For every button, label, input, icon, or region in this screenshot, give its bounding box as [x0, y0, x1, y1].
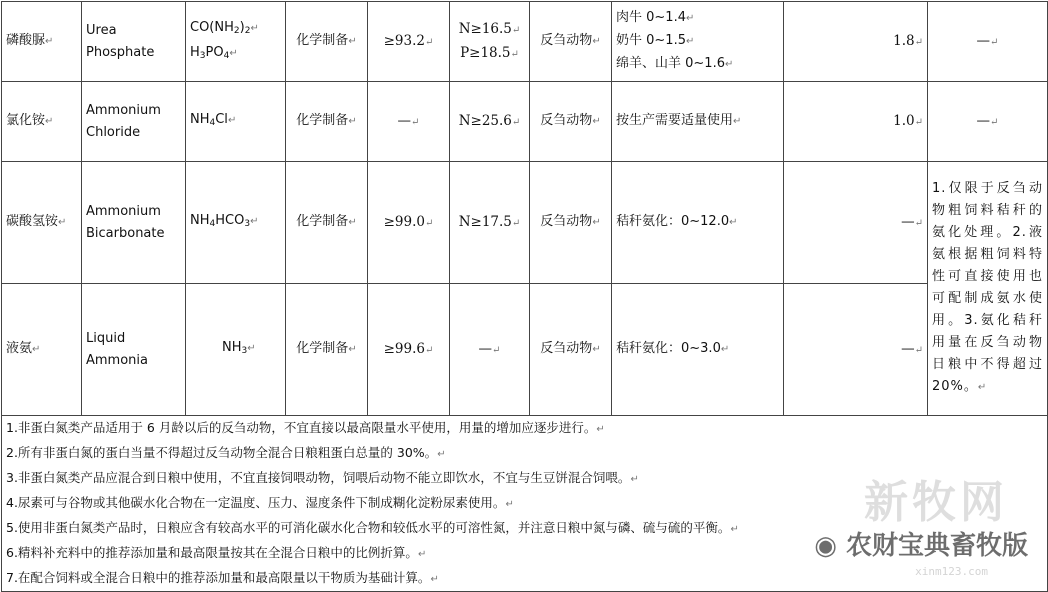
formula-part: NH — [222, 340, 242, 355]
en-name-line: Phosphate — [86, 44, 155, 60]
other: — — [976, 112, 991, 129]
content: ≥99.6 — [383, 340, 425, 357]
spec-cell — [450, 2, 530, 82]
cn-name-cell — [2, 2, 82, 82]
method-cell — [286, 2, 368, 82]
en-name-line: Chloride — [86, 124, 141, 140]
footnote-text: 3.非蛋白氮类产品应混合到日粮中使用，不宜直接饲喂动物，饲喂后动物不能立即饮水，不宜与生豆饼混合饲喂。 — [6, 470, 631, 485]
paragraph-mark: ↵ — [437, 449, 446, 460]
paragraph-mark: ↵ — [511, 116, 521, 128]
en-name-cell — [82, 284, 186, 416]
dose-line — [616, 338, 779, 361]
paragraph-mark: ↵ — [45, 36, 54, 47]
formula-cell — [186, 2, 286, 82]
method-cell — [286, 82, 368, 162]
animal: 反刍动物 — [540, 33, 593, 48]
paragraph-mark: ↵ — [227, 115, 237, 126]
formula-line — [190, 210, 281, 235]
animal-cell — [530, 162, 612, 284]
paragraph-mark: ↵ — [424, 344, 434, 356]
max-cell — [784, 82, 928, 162]
animal-cell — [530, 284, 612, 416]
paragraph-mark: ↵ — [411, 116, 420, 128]
paragraph-mark: ↵ — [592, 36, 601, 47]
formula-line — [222, 337, 281, 362]
formula-part: NH — [190, 213, 210, 228]
footnote-text: 2.所有非蛋白氮的蛋白当量不得超过反刍动物全混合日粮粗蛋白总量的 30%。 — [6, 445, 438, 460]
footnote-text: 7.在配合饲料或全混合日粮中的推荐添加量和最高限量以干物质为基础计算。 — [6, 570, 431, 585]
paragraph-mark: ↵ — [348, 344, 357, 355]
formula-part: H — [190, 44, 200, 60]
formula-cell — [186, 284, 286, 416]
en-name-cell — [82, 162, 186, 284]
en-name-cell — [82, 82, 186, 162]
dose-line — [616, 211, 779, 234]
formula-part: HCO — [215, 213, 245, 228]
cn-name: 液氨 — [6, 341, 33, 356]
paragraph-mark: ↵ — [914, 36, 923, 48]
dose-cell — [612, 284, 784, 416]
max-cell — [784, 2, 928, 82]
formula-part: Cl — [215, 112, 228, 127]
en-name-line: Ammonium — [86, 203, 161, 219]
content: ≥93.2 — [383, 32, 425, 49]
paragraph-mark: ↵ — [592, 116, 601, 127]
en-name-cell — [82, 2, 186, 82]
spec: — — [478, 340, 493, 357]
max-limit: 1.8 — [893, 32, 915, 49]
method: 化学制备 — [296, 341, 349, 356]
watermark-logo: 新牧网 — [864, 477, 1008, 528]
en-name-line: Ammonium — [86, 102, 161, 118]
paragraph-mark: ↵ — [914, 344, 923, 356]
formula-cell — [186, 82, 286, 162]
spec-cell — [450, 284, 530, 416]
formula-subscript: 3 — [199, 50, 206, 61]
formula-subscript: 3 — [244, 219, 251, 229]
cn-name-cell — [2, 82, 82, 162]
other-cell — [928, 2, 1048, 82]
paragraph-mark: ↵ — [729, 217, 738, 228]
method: 化学制备 — [296, 214, 349, 229]
en-name-line: Urea — [86, 22, 117, 38]
spec: P≥18.5 — [460, 44, 511, 61]
spec-line — [454, 42, 525, 66]
footnote — [6, 416, 1043, 441]
paragraph-mark: ↵ — [914, 116, 923, 128]
dose: 按生产需要适量使用 — [616, 113, 734, 128]
animal: 反刍动物 — [540, 214, 593, 229]
formula-line — [190, 109, 281, 134]
footnote-text: 1.非蛋白氮类产品适用于 6 月龄以后的反刍动物，不宜直接以最高限量水平使用，用量的增加应逐步进行。 — [6, 420, 597, 435]
paragraph-mark: ↵ — [58, 217, 67, 228]
dose-cell — [612, 2, 784, 82]
formula-subscript: 3 — [241, 346, 248, 356]
table-row — [2, 82, 1048, 162]
dose-cell — [612, 162, 784, 284]
formula-part: ) — [239, 19, 245, 35]
cn-name: 氯化铵 — [6, 113, 46, 128]
dose-line — [616, 53, 779, 76]
formula-part: NH — [190, 112, 210, 127]
watermark-url: xinm123.com — [915, 565, 988, 578]
animal: 反刍动物 — [540, 113, 593, 128]
animal: 反刍动物 — [540, 341, 593, 356]
paragraph-mark: ↵ — [720, 344, 730, 355]
spec-line — [454, 110, 525, 134]
paragraph-mark: ↵ — [630, 474, 639, 485]
en-name-line: Bicarbonate — [86, 225, 165, 241]
cn-name: 磷酸脲 — [6, 33, 46, 48]
formula-subscript: 4 — [209, 118, 216, 128]
spec: N≥16.5 — [458, 20, 512, 37]
paragraph-mark: ↵ — [417, 549, 427, 560]
dose: 奶牛 0~1.5 — [616, 33, 686, 48]
paragraph-mark: ↵ — [914, 217, 923, 229]
note-cell — [928, 162, 1048, 416]
paragraph-mark: ↵ — [492, 344, 501, 356]
paragraph-mark: ↵ — [977, 382, 988, 393]
cn-name-cell — [2, 162, 82, 284]
spec-cell — [450, 82, 530, 162]
animal-cell — [530, 2, 612, 82]
max-limit: — — [901, 340, 915, 357]
max-limit: 1.0 — [893, 112, 915, 129]
max-limit: — — [901, 213, 915, 230]
content-cell — [368, 284, 450, 416]
footnote — [6, 441, 1043, 466]
max-cell — [784, 284, 928, 416]
spec-line — [454, 18, 525, 42]
footnote — [6, 566, 1043, 591]
paragraph-mark: ↵ — [229, 47, 238, 59]
content: — — [397, 112, 412, 129]
animal-cell — [530, 82, 612, 162]
table-row — [2, 284, 1048, 416]
max-cell — [784, 162, 928, 284]
dose-line — [616, 110, 779, 133]
paragraph-mark: ↵ — [247, 343, 256, 354]
spec-line — [454, 211, 525, 235]
wechat-icon: ◉ — [814, 531, 837, 561]
paragraph-mark: ↵ — [505, 499, 514, 510]
paragraph-mark: ↵ — [990, 36, 999, 48]
method: 化学制备 — [296, 33, 349, 48]
paragraph-mark: ↵ — [730, 524, 739, 535]
paragraph-mark: ↵ — [45, 116, 54, 127]
paragraph-mark: ↵ — [424, 36, 434, 48]
watermark-brand — [814, 525, 1028, 562]
dose-line — [616, 30, 779, 53]
table-row — [2, 162, 1048, 284]
paragraph-mark: ↵ — [430, 574, 439, 585]
formula-line — [190, 17, 281, 42]
paragraph-mark: ↵ — [685, 13, 695, 24]
content: ≥99.0 — [383, 213, 425, 230]
watermark-brand-text: 农财宝典畜牧版 — [845, 531, 1028, 561]
en-name-line: Liquid — [86, 330, 126, 346]
formula-cell — [186, 162, 286, 284]
paragraph-mark: ↵ — [724, 59, 734, 70]
dose-cell — [612, 82, 784, 162]
paragraph-mark: ↵ — [685, 36, 695, 47]
formula-subscript: 2 — [244, 25, 251, 36]
en-name-line: Ammonia — [86, 352, 148, 368]
footnote-text: 4.尿素可与谷物或其他碳水化合物在一定温度、压力、湿度条件下制成糊化淀粉尿素使用。 — [6, 495, 506, 510]
dose: 肉牛 0~1.4 — [616, 10, 686, 25]
spec-line — [454, 338, 525, 362]
other-cell — [928, 82, 1048, 162]
paragraph-mark: ↵ — [592, 344, 601, 355]
paragraph-mark: ↵ — [348, 36, 357, 47]
paragraph-mark: ↵ — [511, 217, 521, 229]
table-row — [2, 2, 1048, 82]
formula-part: CO(NH — [190, 19, 234, 35]
spec: N≥25.6 — [458, 112, 512, 129]
content-cell — [368, 162, 450, 284]
method-cell — [286, 162, 368, 284]
spec: N≥17.5 — [458, 213, 512, 230]
dose: 绵羊、山羊 0~1.6 — [616, 56, 725, 71]
footnote-text: 5.使用非蛋白氮类产品时，日粮应含有较高水平的可消化碳水化合物和较低水平的可溶性氮，并注意日粮中氮与磷、硫与硫的平衡。 — [6, 520, 731, 535]
dose: 秸秆氨化：0~12.0 — [616, 214, 730, 229]
paragraph-mark: ↵ — [733, 116, 742, 127]
formula-subscript: 2 — [233, 25, 240, 36]
formula-subscript: 4 — [223, 50, 230, 61]
paragraph-mark: ↵ — [592, 217, 601, 228]
paragraph-mark: ↵ — [596, 424, 605, 435]
formula-part: PO — [205, 44, 224, 60]
paragraph-mark: ↵ — [348, 116, 357, 127]
paragraph-mark: ↵ — [510, 48, 519, 60]
cn-name-cell — [2, 284, 82, 416]
paragraph-mark: ↵ — [424, 217, 434, 229]
paragraph-mark: ↵ — [348, 217, 357, 228]
cn-name: 碳酸氢铵 — [6, 214, 59, 229]
content-cell — [368, 2, 450, 82]
paragraph-mark: ↵ — [250, 216, 259, 227]
note-text: 1.仅限于反刍动物粗饲料秸秆的氨化处理。2.液氨根据粗饲料特性可直接使用也可配制成氨水使用。3.氨化秸秆用量在反刍动物日粮中不得超过20%。 — [932, 181, 1043, 394]
formula-line — [190, 42, 281, 67]
paragraph-mark: ↵ — [32, 344, 41, 355]
method: 化学制备 — [296, 113, 349, 128]
method-cell — [286, 284, 368, 416]
content-cell — [368, 82, 450, 162]
other: — — [976, 32, 991, 49]
spec-cell — [450, 162, 530, 284]
footnote-text: 6.精料补充料中的推荐添加量和最高限量按其在全混合日粮中的比例折算。 — [6, 545, 418, 560]
paragraph-mark: ↵ — [250, 22, 259, 34]
paragraph-mark: ↵ — [990, 116, 999, 128]
dose: 秸秆氨化：0~3.0 — [616, 341, 721, 356]
dose-line — [616, 7, 779, 30]
formula-subscript: 4 — [209, 219, 216, 229]
paragraph-mark: ↵ — [511, 24, 521, 36]
